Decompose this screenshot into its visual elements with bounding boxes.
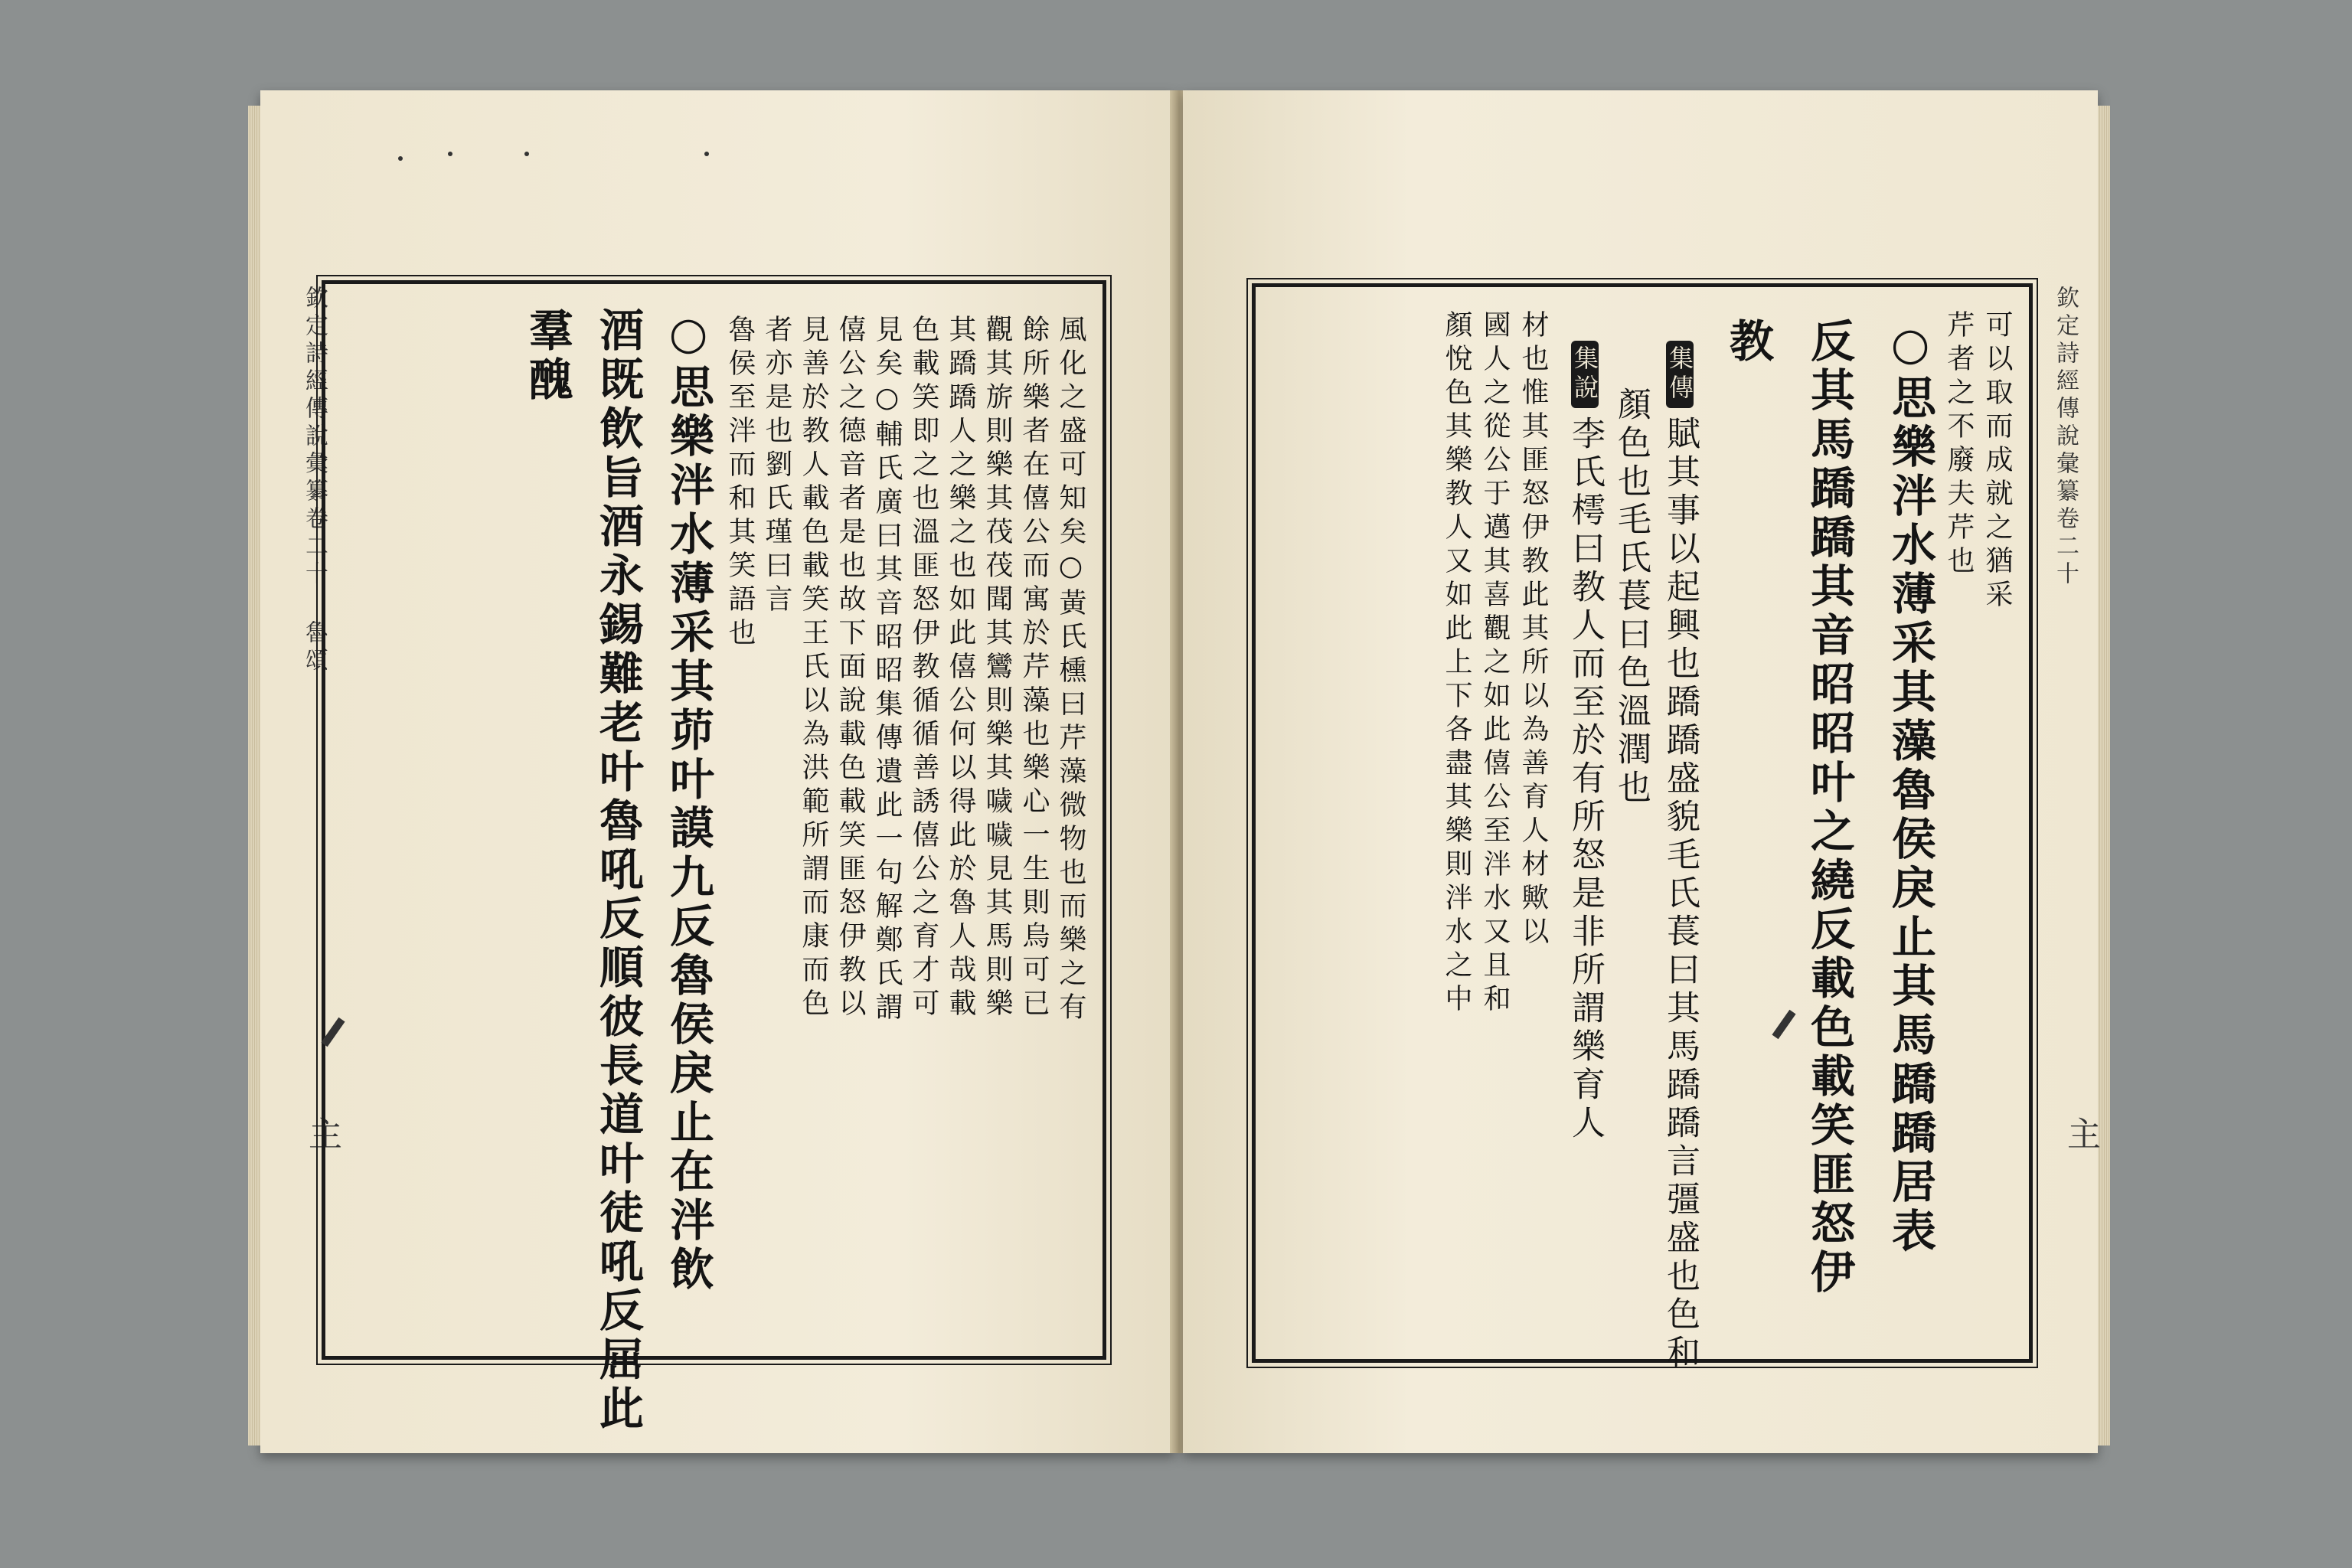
column-text: 李氏樗曰教人而至於有所怒是非所謂樂育人 (1566, 416, 1605, 1143)
commentary-column: 色載笑即之也溫匪怒伊教循循善誘僖公之育才可 (908, 315, 939, 1022)
left-page (260, 90, 1175, 1453)
annotated-column (1566, 341, 1605, 1143)
main-text-column: ○思樂泮水薄采其茆叶謨九反魯侯戾止在泮飲 (662, 307, 714, 1295)
commentary-column: 材也惟其匪怒伊教此其所以為善育人材歟以 (1517, 310, 1549, 950)
right-page (1183, 90, 2098, 1453)
section-tag: 集傳 (1666, 341, 1694, 408)
commentary-column: 餘所樂者在僖公而寓於芹藻也樂心一生則烏可已 (1018, 315, 1050, 1022)
commentary-column: 者亦是也劉氏瑾曰言 (761, 315, 792, 618)
main-text-column: ○思樂泮水薄采其藻魯侯戾止其馬蹻蹻居表 (1884, 318, 1936, 1256)
commentary-column: 顏悅色其樂教人又如此上下各盡其樂則泮水之中 (1441, 310, 1472, 1018)
commentary-column: 可以取而成就之猶采 (1981, 310, 2013, 613)
right-margin-title: 欽定詩經傳說彙纂卷二十 (2052, 286, 2079, 589)
page-edges-right (2098, 106, 2110, 1446)
page-edges-left (248, 106, 260, 1446)
left-page-number: 主 (302, 1116, 341, 1155)
commentary-column: 魯侯至泮而和其笑語也 (724, 315, 756, 652)
commentary-column: 其蹻蹻人之樂之也如此僖公何以得此於魯人哉載 (945, 315, 976, 1022)
right-page-number: 主 (2061, 1116, 2100, 1155)
left-text-frame (322, 280, 1106, 1434)
section-tag: 集說 (1571, 341, 1599, 408)
commentary-column: 觀其旂則樂其茷茷聞其鸞則樂其噦噦見其馬則樂 (982, 315, 1013, 1022)
annotated-column (1661, 341, 1700, 1373)
left-margin-title: 欽定詩經傳說彙纂卷二十 魯頌 (301, 286, 328, 675)
column-text: 賦其事以起興也蹻蹻盛貌毛氏萇曰其馬蹻蹻言彊盛也色和 (1661, 416, 1700, 1373)
open-book (260, 90, 2098, 1484)
main-text-column: 教 (1722, 318, 1774, 367)
commentary-column: 風化之盛可知矣○黃氏櫄曰芹藻微物也而樂之有 (1055, 315, 1086, 1026)
commentary-column: 僖公之德音者是也故下面說載色載笑匪怒伊教以 (835, 315, 866, 1022)
right-text-frame (1252, 283, 2033, 1373)
commentary-column: 見矣○輔氏廣曰其音昭昭集傳遺此一句解鄭氏謂 (871, 315, 903, 1026)
gloss-column: 顏色也毛氏萇曰色溫潤也 (1612, 387, 1651, 808)
commentary-column: 芹者之不廢夫芹也 (1943, 310, 1975, 580)
commentary-column: 國人之從公于邁其喜觀之如此僖公至泮水又且和 (1479, 310, 1511, 1018)
main-text-column: 酒既飲旨酒永錫難老叶魯吼反順彼長道叶徒吼反屈此 (592, 307, 644, 1434)
commentary-column: 見善於教人載色載笑王氏以為洪範所謂而康而色 (798, 315, 829, 1022)
main-text-column: 反其馬蹻蹻其音昭昭叶之繞反載色載笑匪怒伊 (1803, 318, 1855, 1298)
main-text-column: 羣醜 (521, 307, 573, 405)
